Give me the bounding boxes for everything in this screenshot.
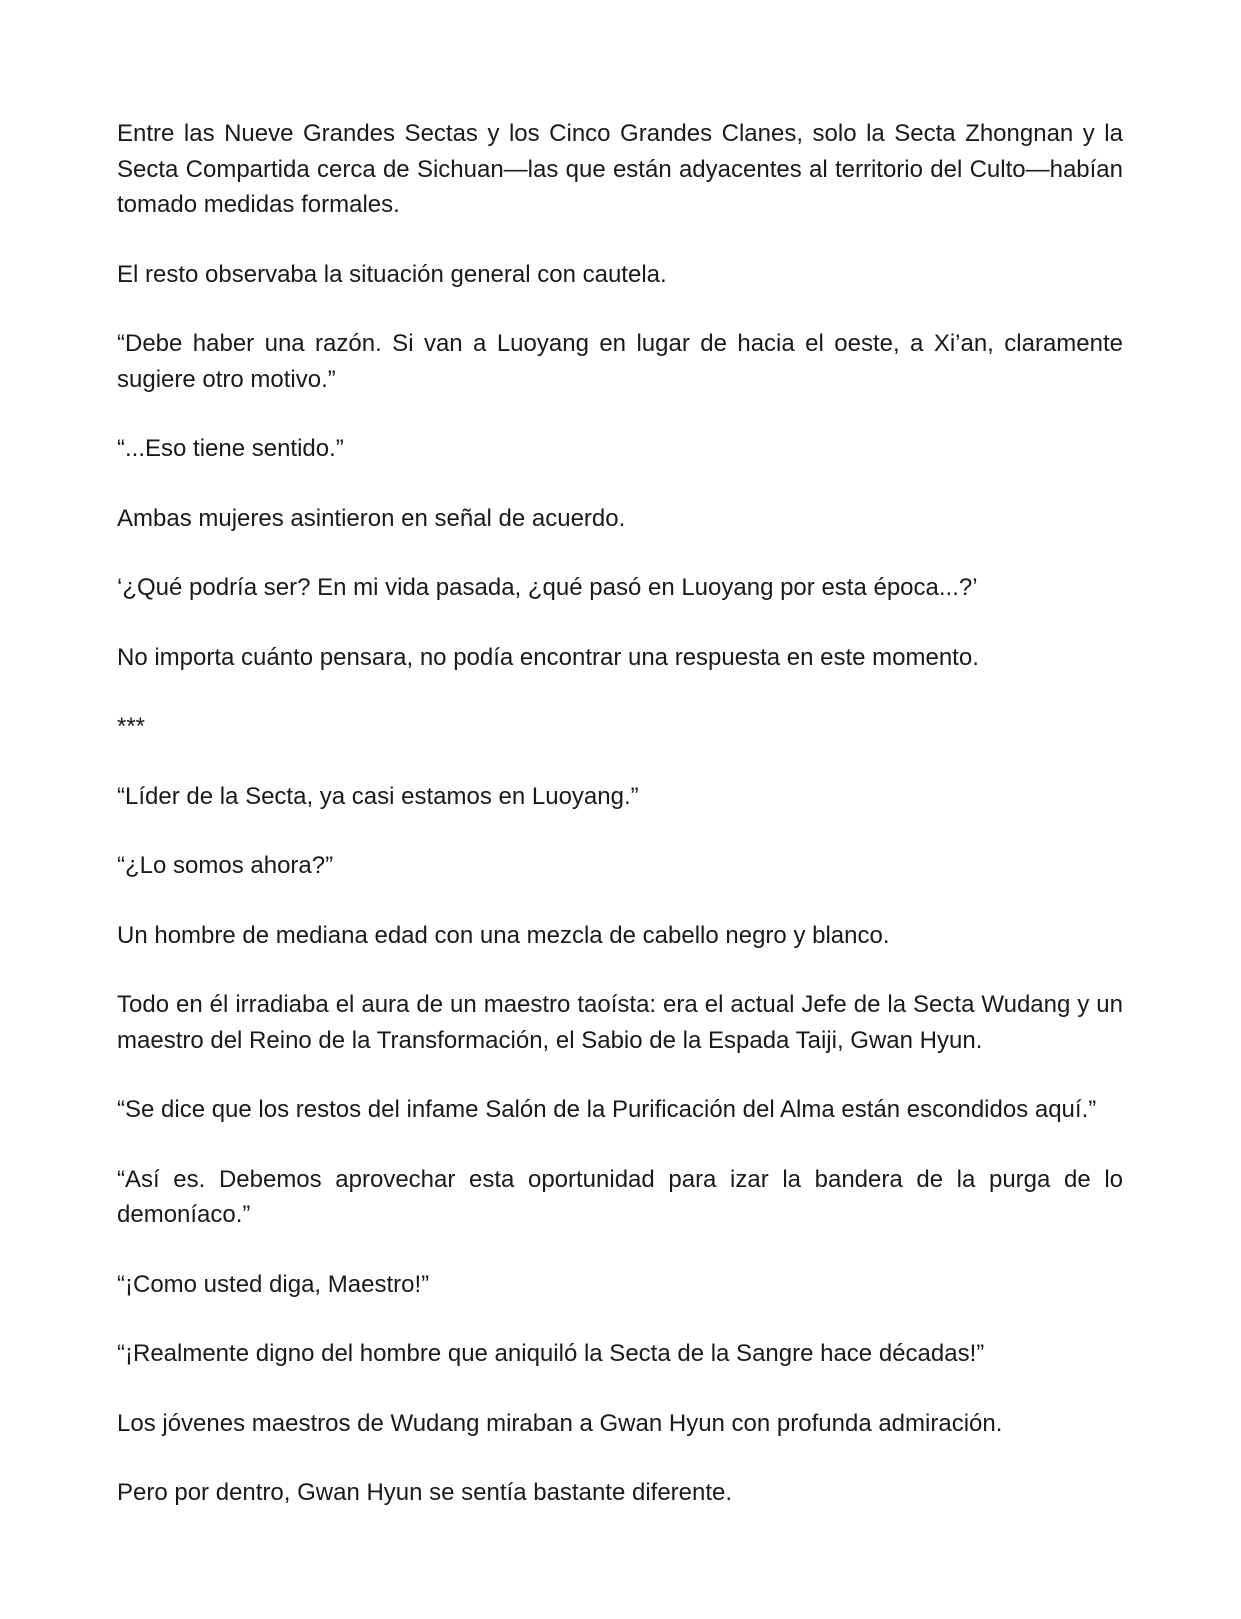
- paragraph: “...Eso tiene sentido.”: [117, 435, 344, 462]
- paragraph: Entre las Nueve Grandes Sectas y los Cinco Grandes Clanes, solo la Secta Zhongnan y la Secta Compartida cerca de Sichuan—las que están adyacentes al territorio del Culto—habían tomado medidas formales.: [117, 120, 1123, 218]
- paragraph: “¡Como usted diga, Maestro!”: [117, 1270, 430, 1298]
- paragraph: Ambas mujeres asintieron en señal de acuerdo.: [117, 504, 626, 532]
- paragraph: No importa cuánto pensara, no podía encontrar una respuesta en este momento.: [117, 643, 979, 671]
- paragraph: Un hombre de mediana edad con una mezcla de cabello negro y blanco.: [117, 921, 890, 949]
- paragraph: “¡Realmente digno del hombre que aniquiló la Secta de la Sangre hace décadas!”: [117, 1340, 985, 1367]
- paragraph: “Líder de la Secta, ya casi estamos en Luoyang.”: [117, 782, 639, 810]
- paragraph: “¿Lo somos ahora?”: [117, 852, 334, 879]
- paragraph: ‘¿Qué podría ser? En mi vida pasada, ¿qué pasó en Luoyang por esta época...?’: [117, 574, 978, 601]
- paragraph: “Así es. Debemos aprovechar esta oportunidad para izar la bandera de la purga de lo demoníaco.”: [117, 1165, 1123, 1228]
- paragraph: Pero por dentro, Gwan Hyun se sentía bastante diferente.: [117, 1479, 733, 1506]
- paragraph: “Debe haber una razón. Si van a Luoyang en lugar de hacia el oeste, a Xi’an, claramente sugiere otro motivo.”: [117, 330, 1123, 393]
- paragraph: El resto observaba la situación general con cautela.: [117, 260, 667, 288]
- paragraph: Todo en él irradiaba el aura de un maestro taoísta: era el actual Jefe de la Secta Wudang y un maestro del Reino de la Transformación, el Sabio de la Espada Taiji, Gwan Hyun.: [117, 991, 1123, 1054]
- scene-separator: ***: [117, 713, 146, 740]
- document-page: [117, 116, 1123, 1511]
- paragraph: “Se dice que los restos del infame Salón de la Purificación del Alma están escondidos aquí.”: [117, 1096, 1097, 1123]
- paragraph: Los jóvenes maestros de Wudang miraban a Gwan Hyun con profunda admiración.: [117, 1409, 1003, 1437]
